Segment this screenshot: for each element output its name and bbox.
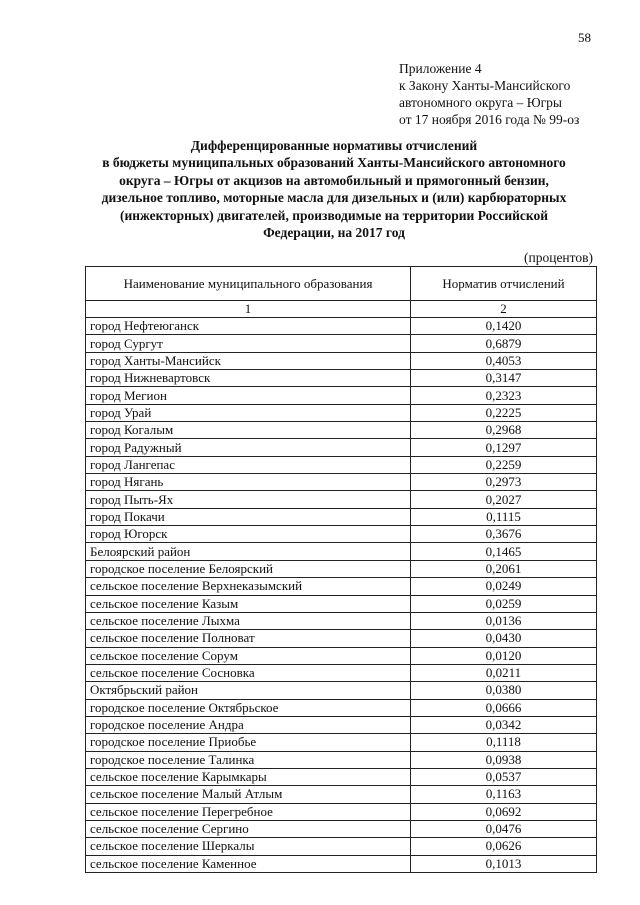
title-line: (инжекторных) двигателей, производимые на территории Российской bbox=[119, 207, 549, 223]
norm-value: 0,0476 bbox=[411, 820, 597, 837]
annex-line: Приложение 4 bbox=[399, 61, 482, 76]
norm-value: 0,0249 bbox=[411, 578, 597, 595]
table-row bbox=[86, 786, 597, 803]
table-header-row bbox=[86, 267, 597, 301]
municipality-name: город Покачи bbox=[86, 508, 411, 525]
municipality-name: Октябрьский район bbox=[86, 682, 411, 699]
title-line: в бюджеты муниципальных образований Ханты-Мансийского автономного bbox=[102, 155, 566, 171]
table-row bbox=[86, 838, 597, 855]
municipality-name: сельское поселение Полноват bbox=[86, 630, 411, 647]
municipality-name: городское поселение Приобье bbox=[86, 734, 411, 751]
norm-value: 0,2968 bbox=[411, 422, 597, 439]
municipality-name: сельское поселение Казым bbox=[86, 595, 411, 612]
table-row bbox=[86, 630, 597, 647]
municipality-name: город Лангепас bbox=[86, 456, 411, 473]
table-row bbox=[86, 422, 597, 439]
table-row bbox=[86, 491, 597, 508]
column-number: 2 bbox=[411, 301, 597, 318]
table-row bbox=[86, 699, 597, 716]
norm-value: 0,3676 bbox=[411, 526, 597, 543]
header-norm: Норматив отчислений bbox=[411, 267, 597, 301]
table-row bbox=[86, 318, 597, 335]
table-row bbox=[86, 456, 597, 473]
municipality-name: город Нижневартовск bbox=[86, 370, 411, 387]
municipality-name: город Когалым bbox=[86, 422, 411, 439]
municipality-name: городское поселение Белоярский bbox=[86, 560, 411, 577]
municipality-name: сельское поселение Лыхма bbox=[86, 612, 411, 629]
title-line: округа – Югры от акцизов на автомобильный и прямогонный бензин, bbox=[119, 172, 549, 188]
table-row bbox=[86, 560, 597, 577]
norm-value: 0,0666 bbox=[411, 699, 597, 716]
table-row bbox=[86, 335, 597, 352]
norm-value: 0,0136 bbox=[411, 612, 597, 629]
norm-value: 0,1163 bbox=[411, 786, 597, 803]
norm-value: 0,1118 bbox=[411, 734, 597, 751]
municipality-name: сельское поселение Малый Атлым bbox=[86, 786, 411, 803]
municipality-name: сельское поселение Шеркалы bbox=[86, 838, 411, 855]
document-title bbox=[70, 137, 598, 241]
table-body bbox=[86, 318, 597, 873]
annex-header bbox=[399, 60, 579, 128]
municipality-name: город Радужный bbox=[86, 439, 411, 456]
municipality-name: город Югорск bbox=[86, 526, 411, 543]
table-row bbox=[86, 526, 597, 543]
norm-value: 0,4053 bbox=[411, 352, 597, 369]
table-row bbox=[86, 508, 597, 525]
column-number: 1 bbox=[86, 301, 411, 318]
table-row bbox=[86, 820, 597, 837]
norm-value: 0,2225 bbox=[411, 404, 597, 421]
norm-value: 0,0626 bbox=[411, 838, 597, 855]
norm-value: 0,2259 bbox=[411, 456, 597, 473]
table-row bbox=[86, 751, 597, 768]
title-line: Федерации, на 2017 год bbox=[263, 225, 405, 241]
table-row bbox=[86, 474, 597, 491]
table-row bbox=[86, 768, 597, 785]
table-row bbox=[86, 716, 597, 733]
municipality-name: городское поселение Андра bbox=[86, 716, 411, 733]
norm-value: 0,2323 bbox=[411, 387, 597, 404]
table-row bbox=[86, 682, 597, 699]
municipality-name: сельское поселение Сергино bbox=[86, 820, 411, 837]
norm-value: 0,0259 bbox=[411, 595, 597, 612]
annex-line: от 17 ноября 2016 года № 99-оз bbox=[399, 112, 580, 127]
unit-label: (процентов) bbox=[524, 250, 594, 265]
municipality-name: город Нягань bbox=[86, 474, 411, 491]
norm-value: 0,2027 bbox=[411, 491, 597, 508]
table-row bbox=[86, 647, 597, 664]
municipality-name: город Сургут bbox=[86, 335, 411, 352]
municipality-name: городское поселение Талинка bbox=[86, 751, 411, 768]
table-row bbox=[86, 664, 597, 681]
title-line: дизельное топливо, моторные масла для дизельных и (или) карбюраторных bbox=[101, 190, 567, 206]
norm-value: 0,2973 bbox=[411, 474, 597, 491]
municipality-name: Белоярский район bbox=[86, 543, 411, 560]
table-row bbox=[86, 439, 597, 456]
table-row bbox=[86, 612, 597, 629]
municipality-name: сельское поселение Верхнеказымский bbox=[86, 578, 411, 595]
table-row bbox=[86, 404, 597, 421]
municipality-name: сельское поселение Карымкары bbox=[86, 768, 411, 785]
municipality-name: сельское поселение Сосновка bbox=[86, 664, 411, 681]
norm-value: 0,1297 bbox=[411, 439, 597, 456]
norm-value: 0,0211 bbox=[411, 664, 597, 681]
table-row bbox=[86, 352, 597, 369]
norm-value: 0,3147 bbox=[411, 370, 597, 387]
norm-value: 0,0692 bbox=[411, 803, 597, 820]
norms-table bbox=[85, 266, 597, 873]
norm-value: 0,1013 bbox=[411, 855, 597, 872]
page-number: 58 bbox=[578, 30, 591, 45]
municipality-name: городское поселение Октябрьское bbox=[86, 699, 411, 716]
table-row bbox=[86, 578, 597, 595]
municipality-name: город Пыть-Ях bbox=[86, 491, 411, 508]
norm-value: 0,1465 bbox=[411, 543, 597, 560]
norm-value: 0,0537 bbox=[411, 768, 597, 785]
municipality-name: город Нефтеюганск bbox=[86, 318, 411, 335]
municipality-name: город Мегион bbox=[86, 387, 411, 404]
table-row bbox=[86, 370, 597, 387]
municipality-name: город Ханты-Мансийск bbox=[86, 352, 411, 369]
municipality-name: сельское поселение Сорум bbox=[86, 647, 411, 664]
municipality-name: сельское поселение Каменное bbox=[86, 855, 411, 872]
header-municipality: Наименование муниципального образования bbox=[86, 267, 411, 301]
norm-value: 0,1115 bbox=[411, 508, 597, 525]
norm-value: 0,0380 bbox=[411, 682, 597, 699]
norm-value: 0,2061 bbox=[411, 560, 597, 577]
table-row bbox=[86, 803, 597, 820]
table-row bbox=[86, 387, 597, 404]
norm-value: 0,1420 bbox=[411, 318, 597, 335]
municipality-name: город Урай bbox=[86, 404, 411, 421]
table-row bbox=[86, 595, 597, 612]
municipality-name: сельское поселение Перегребное bbox=[86, 803, 411, 820]
norm-value: 0,0342 bbox=[411, 716, 597, 733]
norm-value: 0,6879 bbox=[411, 335, 597, 352]
table-row bbox=[86, 734, 597, 751]
column-number-row bbox=[86, 301, 597, 318]
title-line: Дифференцированные нормативы отчислений bbox=[190, 138, 478, 153]
annex-line: к Закону Ханты-Мансийского bbox=[399, 78, 571, 93]
norm-value: 0,0120 bbox=[411, 647, 597, 664]
table-row bbox=[86, 543, 597, 560]
table-row bbox=[86, 855, 597, 872]
norm-value: 0,0430 bbox=[411, 630, 597, 647]
annex-line: автономного округа – Югры bbox=[399, 95, 562, 110]
norm-value: 0,0938 bbox=[411, 751, 597, 768]
